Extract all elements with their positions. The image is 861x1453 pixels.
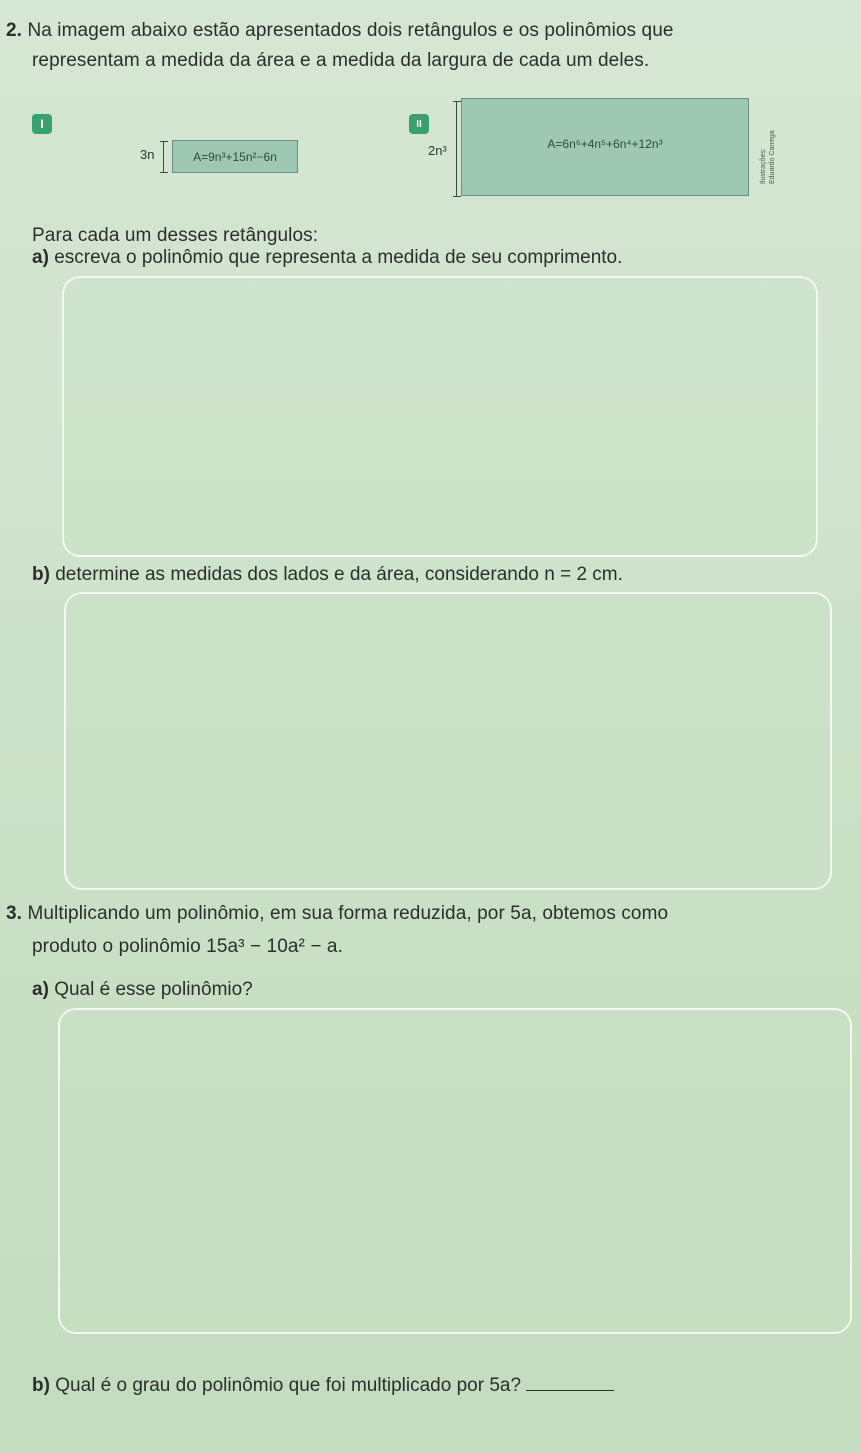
q2-b-text: determine as medidas dos lados e da área, considerando n = 2 cm. bbox=[55, 564, 623, 585]
q2-item-b bbox=[32, 561, 852, 589]
figure-i-area-label: A=9n³+15n²−6n bbox=[193, 149, 277, 164]
figure-ii-badge: II bbox=[409, 114, 429, 134]
q3-item-b bbox=[32, 1372, 852, 1400]
figure-ii-rectangle bbox=[461, 98, 749, 196]
figure-ii-width-bracket bbox=[456, 101, 457, 197]
q3-a-answer-box[interactable] bbox=[58, 1008, 852, 1334]
q2-a-label: a) bbox=[32, 247, 49, 268]
figure-ii-area-label: A=6n⁶+4n⁵+6n⁴+12n³ bbox=[547, 137, 663, 151]
figure-i-rectangle bbox=[172, 140, 298, 173]
q3-text-line2: produto o polinômio 15a³ − 10a² − a. bbox=[32, 936, 343, 957]
figure-i-width-label: 3n bbox=[140, 147, 155, 162]
q2-number: 2. bbox=[6, 20, 23, 41]
figure-i-badge: I bbox=[32, 114, 52, 134]
q3-item-a bbox=[32, 976, 253, 1004]
q2-a-text: escreva o polinômio que representa a medida de seu comprimento. bbox=[54, 247, 623, 268]
illustration-credit-1: Ilustrações: bbox=[760, 148, 767, 184]
illustration-credit-2: Eduardo Carrega bbox=[769, 130, 776, 184]
q3-a-text: Qual é esse polinômio? bbox=[54, 979, 253, 1000]
q3-text bbox=[6, 900, 856, 928]
q2-a-answer-box[interactable] bbox=[62, 276, 818, 557]
figure-i-width-bracket bbox=[163, 141, 164, 173]
q2-text-line2: representam a medida da área e a medida da largura de cada um deles. bbox=[32, 50, 650, 71]
q2-b-label: b) bbox=[32, 564, 50, 585]
q2-prompt: Para cada um desses retângulos: bbox=[32, 225, 319, 246]
q2-item-a bbox=[32, 244, 852, 272]
q3-a-label: a) bbox=[32, 979, 49, 1000]
q2-b-answer-box[interactable] bbox=[64, 592, 832, 890]
q3-b-label: b) bbox=[32, 1375, 50, 1396]
q2-text-line1: Na imagem abaixo estão apresentados dois retângulos e os polinômios que bbox=[27, 20, 674, 41]
q3-b-text: Qual é o grau do polinômio que foi multiplicado por 5a? bbox=[55, 1375, 522, 1396]
q3-number: 3. bbox=[6, 903, 23, 924]
q3-text-line1: Multiplicando um polinômio, em sua forma reduzida, por 5a, obtemos como bbox=[27, 903, 669, 924]
q3-b-answer-blank[interactable] bbox=[526, 1372, 614, 1391]
q2-text bbox=[6, 17, 856, 45]
figure-ii-width-label: 2n³ bbox=[428, 143, 447, 158]
